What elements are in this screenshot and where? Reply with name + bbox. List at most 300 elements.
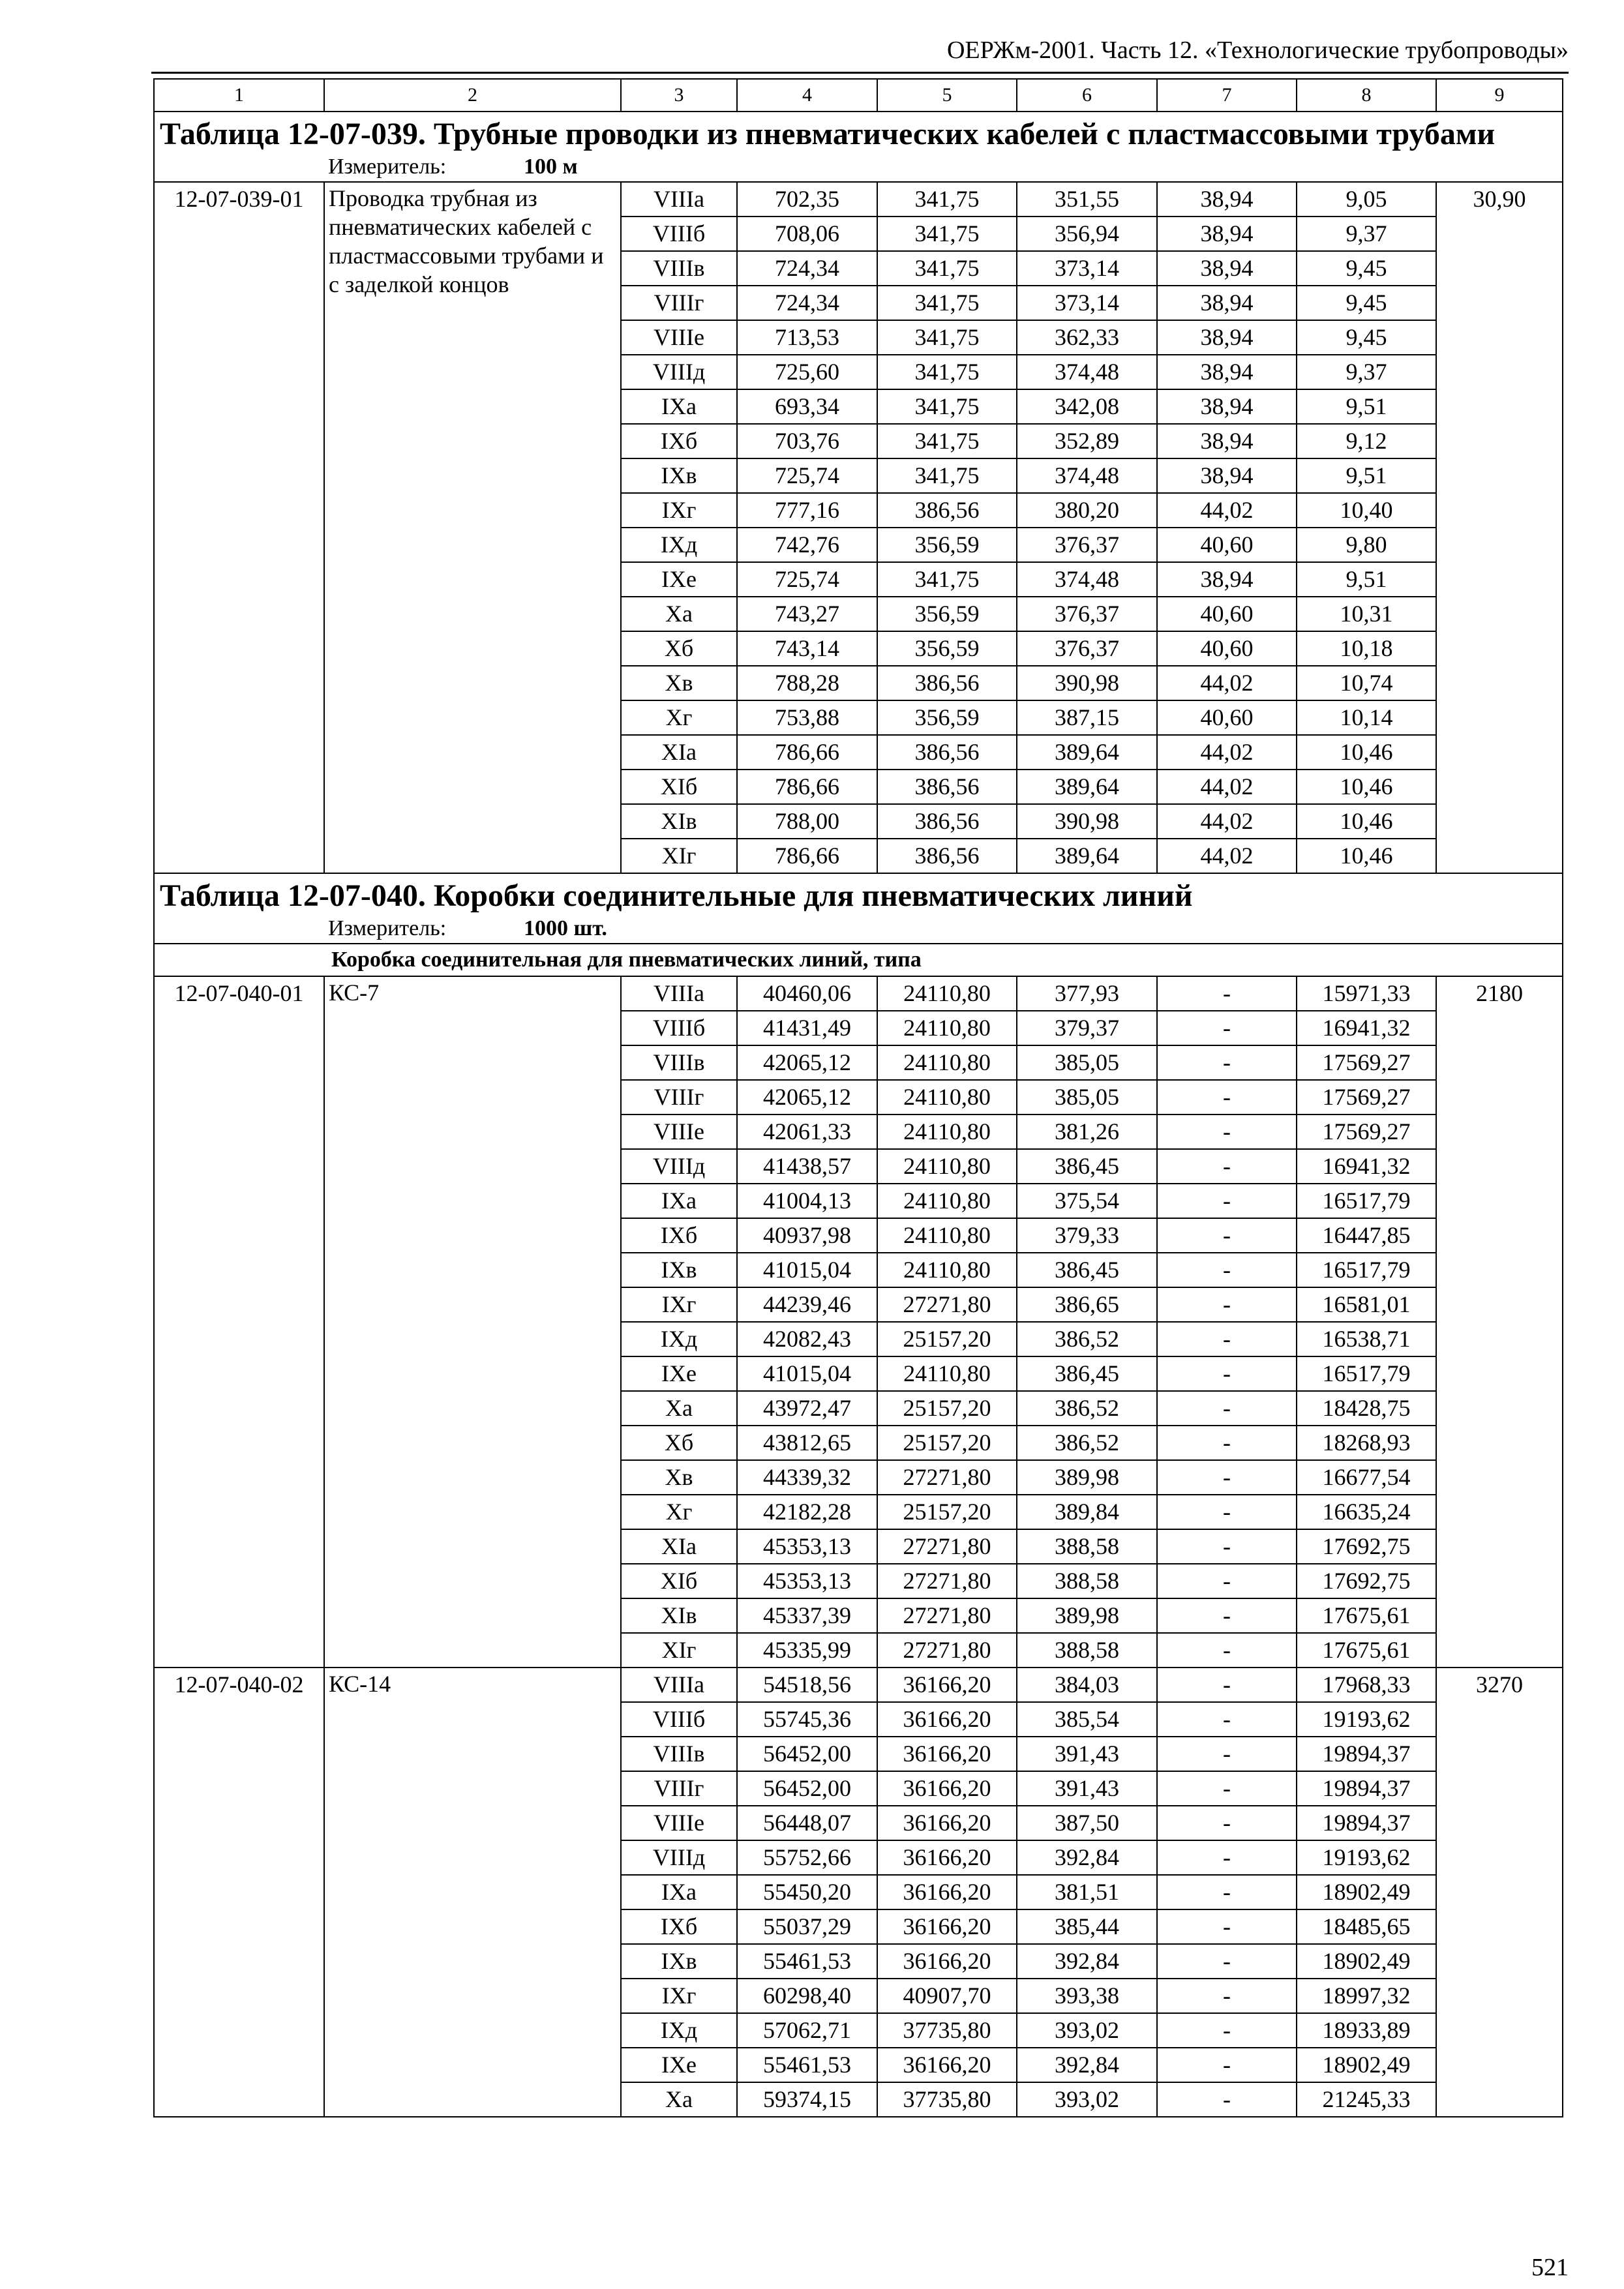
- unit-cell: [154, 153, 1563, 182]
- value-cell: 742,76: [737, 528, 877, 562]
- header-rule: [151, 72, 1569, 74]
- value-cell: 18933,89: [1297, 2013, 1436, 2048]
- value-cell: 16941,32: [1297, 1149, 1436, 1184]
- value-cell: 21245,33: [1297, 2082, 1436, 2117]
- zone-cell: VIIIе: [621, 1806, 737, 1840]
- value-cell: 725,60: [737, 355, 877, 389]
- value-cell: 389,64: [1017, 735, 1157, 770]
- zone-cell: VIIIа: [621, 182, 737, 217]
- value-cell: 392,84: [1017, 1944, 1157, 1979]
- zone-cell: VIIIа: [621, 976, 737, 1011]
- value-cell: 19894,37: [1297, 1771, 1436, 1806]
- value-cell: -: [1157, 976, 1297, 1011]
- value-cell: 377,93: [1017, 976, 1157, 1011]
- value-cell: 392,84: [1017, 2048, 1157, 2082]
- zone-cell: XIа: [621, 735, 737, 770]
- value-cell: 17675,61: [1297, 1598, 1436, 1633]
- value-cell: 44,02: [1157, 804, 1297, 839]
- value-cell: -: [1157, 1391, 1297, 1426]
- zone-cell: IXг: [621, 1287, 737, 1322]
- value-cell: 753,88: [737, 700, 877, 735]
- value-cell: 341,75: [877, 251, 1017, 286]
- value-cell: 393,02: [1017, 2082, 1157, 2117]
- value-cell: 725,74: [737, 562, 877, 597]
- value-cell: 10,14: [1297, 700, 1436, 735]
- value-cell: 40,60: [1157, 528, 1297, 562]
- value-cell: 41431,49: [737, 1011, 877, 1045]
- value-cell: 9,45: [1297, 320, 1436, 355]
- zone-cell: Xв: [621, 666, 737, 700]
- value-cell: 786,66: [737, 770, 877, 804]
- value-cell: 702,35: [737, 182, 877, 217]
- value-cell: 38,94: [1157, 562, 1297, 597]
- value-cell: 56452,00: [737, 1771, 877, 1806]
- value-cell: 16581,01: [1297, 1287, 1436, 1322]
- value-cell: 9,45: [1297, 251, 1436, 286]
- value-cell: 43972,47: [737, 1391, 877, 1426]
- value-cell: 386,56: [877, 770, 1017, 804]
- rates-table: [153, 78, 1563, 2117]
- value-cell: 341,75: [877, 424, 1017, 458]
- value-cell: 42182,28: [737, 1495, 877, 1529]
- zone-cell: IXв: [621, 1944, 737, 1979]
- zone-cell: XIв: [621, 804, 737, 839]
- value-cell: 42082,43: [737, 1322, 877, 1356]
- value-cell: -: [1157, 1080, 1297, 1115]
- value-cell: 356,59: [877, 597, 1017, 631]
- value-cell: 17692,75: [1297, 1529, 1436, 1564]
- value-cell: 41438,57: [737, 1149, 877, 1184]
- value-cell: 60298,40: [737, 1979, 877, 2013]
- value-cell: 9,51: [1297, 389, 1436, 424]
- value-cell: 54518,56: [737, 1668, 877, 1702]
- unit-cell: [154, 914, 1563, 944]
- value-cell: 40,60: [1157, 700, 1297, 735]
- value-cell: 44,02: [1157, 839, 1297, 873]
- value-cell: 375,54: [1017, 1184, 1157, 1218]
- value-cell: 386,56: [877, 804, 1017, 839]
- value-cell: 27271,80: [877, 1564, 1017, 1598]
- value-cell: 379,37: [1017, 1011, 1157, 1045]
- value-cell: 17692,75: [1297, 1564, 1436, 1598]
- unit-row: [154, 153, 1563, 182]
- value-cell: 724,34: [737, 286, 877, 320]
- zone-cell: VIIIб: [621, 1011, 737, 1045]
- value-cell: 18428,75: [1297, 1391, 1436, 1426]
- value-cell: 341,75: [877, 286, 1017, 320]
- value-cell: 19894,37: [1297, 1737, 1436, 1771]
- value-cell: 381,51: [1017, 1875, 1157, 1909]
- value-cell: 386,52: [1017, 1391, 1157, 1426]
- value-cell: -: [1157, 1426, 1297, 1460]
- value-cell: 38,94: [1157, 424, 1297, 458]
- value-cell: -: [1157, 1045, 1297, 1080]
- value-cell: 356,59: [877, 528, 1017, 562]
- value-cell: 393,38: [1017, 1979, 1157, 2013]
- zone-cell: IXд: [621, 528, 737, 562]
- value-cell: 374,48: [1017, 562, 1157, 597]
- zone-cell: XIб: [621, 770, 737, 804]
- value-cell: 725,74: [737, 458, 877, 493]
- value-cell: 386,52: [1017, 1322, 1157, 1356]
- value-cell: -: [1157, 1011, 1297, 1045]
- zone-cell: XIв: [621, 1598, 737, 1633]
- table-row: [154, 976, 1563, 1011]
- value-cell: 374,48: [1017, 355, 1157, 389]
- value-cell: 386,52: [1017, 1426, 1157, 1460]
- value-cell: 36166,20: [877, 1668, 1017, 1702]
- unit-label: Измеритель:: [328, 155, 447, 179]
- value-cell: 374,48: [1017, 458, 1157, 493]
- zone-cell: VIIIа: [621, 1668, 737, 1702]
- value-cell: 37735,80: [877, 2013, 1017, 2048]
- value-cell: 9,05: [1297, 182, 1436, 217]
- zone-cell: IXе: [621, 2048, 737, 2082]
- value-cell: -: [1157, 1633, 1297, 1668]
- value-cell: 40460,06: [737, 976, 877, 1011]
- value-cell: 17675,61: [1297, 1633, 1436, 1668]
- value-cell: 36166,20: [877, 1737, 1017, 1771]
- zone-cell: VIIIб: [621, 1702, 737, 1737]
- value-cell: 38,94: [1157, 286, 1297, 320]
- value-cell: 17569,27: [1297, 1115, 1436, 1149]
- table-row: [154, 182, 1563, 217]
- value-cell: 388,58: [1017, 1529, 1157, 1564]
- zone-cell: IXд: [621, 2013, 737, 2048]
- value-cell: 341,75: [877, 389, 1017, 424]
- value-cell: 24110,80: [877, 1115, 1017, 1149]
- table-title-row: [154, 873, 1563, 914]
- extra-value: 30,90: [1436, 182, 1563, 873]
- value-cell: 10,46: [1297, 735, 1436, 770]
- value-cell: -: [1157, 1184, 1297, 1218]
- value-cell: -: [1157, 1702, 1297, 1737]
- zone-cell: VIIIг: [621, 286, 737, 320]
- value-cell: 19193,62: [1297, 1840, 1436, 1875]
- value-cell: 38,94: [1157, 320, 1297, 355]
- value-cell: 356,59: [877, 631, 1017, 666]
- value-cell: -: [1157, 1737, 1297, 1771]
- value-cell: 9,45: [1297, 286, 1436, 320]
- value-cell: -: [1157, 1806, 1297, 1840]
- value-cell: 24110,80: [877, 1253, 1017, 1287]
- value-cell: 44,02: [1157, 493, 1297, 528]
- column-number: 8: [1297, 79, 1436, 112]
- group-label: Коробка соединительная для пневматических линий, типа: [331, 948, 922, 972]
- value-cell: 16941,32: [1297, 1011, 1436, 1045]
- zone-cell: Xб: [621, 1426, 737, 1460]
- zone-cell: VIIIд: [621, 1149, 737, 1184]
- value-cell: 38,94: [1157, 251, 1297, 286]
- value-cell: 10,31: [1297, 597, 1436, 631]
- rate-code: 12-07-040-02: [154, 1668, 324, 2117]
- value-cell: 41015,04: [737, 1253, 877, 1287]
- column-number: 9: [1436, 79, 1563, 112]
- value-cell: 389,98: [1017, 1598, 1157, 1633]
- value-cell: 388,58: [1017, 1633, 1157, 1668]
- value-cell: 27271,80: [877, 1598, 1017, 1633]
- value-cell: 385,44: [1017, 1909, 1157, 1944]
- value-cell: 42065,12: [737, 1080, 877, 1115]
- zone-cell: VIIIб: [621, 217, 737, 251]
- value-cell: 40,60: [1157, 597, 1297, 631]
- value-cell: 55745,36: [737, 1702, 877, 1737]
- value-cell: 18485,65: [1297, 1909, 1436, 1944]
- value-cell: 10,46: [1297, 839, 1436, 873]
- zone-cell: VIIIг: [621, 1771, 737, 1806]
- value-cell: 24110,80: [877, 1080, 1017, 1115]
- zone-cell: IXб: [621, 1909, 737, 1944]
- value-cell: 693,34: [737, 389, 877, 424]
- value-cell: 43812,65: [737, 1426, 877, 1460]
- value-cell: 24110,80: [877, 976, 1017, 1011]
- value-cell: 392,84: [1017, 1840, 1157, 1875]
- column-number: 5: [877, 79, 1017, 112]
- value-cell: 38,94: [1157, 355, 1297, 389]
- zone-cell: Xб: [621, 631, 737, 666]
- value-cell: 36166,20: [877, 1840, 1017, 1875]
- zone-cell: IXв: [621, 1253, 737, 1287]
- value-cell: 351,55: [1017, 182, 1157, 217]
- value-cell: -: [1157, 1564, 1297, 1598]
- value-cell: 385,05: [1017, 1045, 1157, 1080]
- value-cell: 786,66: [737, 839, 877, 873]
- value-cell: 788,00: [737, 804, 877, 839]
- value-cell: 380,20: [1017, 493, 1157, 528]
- value-cell: 342,08: [1017, 389, 1157, 424]
- value-cell: 25157,20: [877, 1391, 1017, 1426]
- zone-cell: XIб: [621, 1564, 737, 1598]
- value-cell: 25157,20: [877, 1322, 1017, 1356]
- zone-cell: IXа: [621, 1875, 737, 1909]
- value-cell: 724,34: [737, 251, 877, 286]
- value-cell: 36166,20: [877, 1702, 1017, 1737]
- value-cell: 18902,49: [1297, 2048, 1436, 2082]
- value-cell: 40,60: [1157, 631, 1297, 666]
- zone-cell: IXг: [621, 493, 737, 528]
- value-cell: 341,75: [877, 182, 1017, 217]
- value-cell: 10,74: [1297, 666, 1436, 700]
- value-cell: 385,54: [1017, 1702, 1157, 1737]
- value-cell: 9,51: [1297, 562, 1436, 597]
- value-cell: 24110,80: [877, 1149, 1017, 1184]
- value-cell: 45335,99: [737, 1633, 877, 1668]
- zone-cell: XIа: [621, 1529, 737, 1564]
- value-cell: 386,45: [1017, 1356, 1157, 1391]
- zone-cell: VIIIв: [621, 1737, 737, 1771]
- value-cell: 27271,80: [877, 1460, 1017, 1495]
- value-cell: 36166,20: [877, 1909, 1017, 1944]
- value-cell: 45353,13: [737, 1529, 877, 1564]
- table-title: Таблица 12-07-039. Трубные проводки из пневматических кабелей с пластмассовыми трубами: [154, 112, 1563, 153]
- zone-cell: VIIIд: [621, 1840, 737, 1875]
- value-cell: 389,84: [1017, 1495, 1157, 1529]
- group-cell: [154, 944, 1563, 976]
- value-cell: 386,56: [877, 735, 1017, 770]
- value-cell: 341,75: [877, 562, 1017, 597]
- zone-cell: IXд: [621, 1322, 737, 1356]
- value-cell: -: [1157, 1771, 1297, 1806]
- value-cell: 387,50: [1017, 1806, 1157, 1840]
- zone-cell: IXа: [621, 389, 737, 424]
- zone-cell: IXа: [621, 1184, 737, 1218]
- value-cell: -: [1157, 2048, 1297, 2082]
- zone-cell: VIIIе: [621, 1115, 737, 1149]
- rate-code: 12-07-040-01: [154, 976, 324, 1668]
- value-cell: 387,15: [1017, 700, 1157, 735]
- value-cell: 56452,00: [737, 1737, 877, 1771]
- value-cell: 19894,37: [1297, 1806, 1436, 1840]
- value-cell: 743,14: [737, 631, 877, 666]
- value-cell: -: [1157, 1979, 1297, 2013]
- zone-cell: Xа: [621, 597, 737, 631]
- value-cell: 390,98: [1017, 666, 1157, 700]
- value-cell: 390,98: [1017, 804, 1157, 839]
- value-cell: 56448,07: [737, 1806, 877, 1840]
- zone-cell: VIIIе: [621, 320, 737, 355]
- value-cell: 381,26: [1017, 1115, 1157, 1149]
- value-cell: -: [1157, 1840, 1297, 1875]
- value-cell: 391,43: [1017, 1737, 1157, 1771]
- rate-name: Проводка трубная из пневматических кабелей с пластмассовыми трубами и с заделкой концов: [324, 182, 621, 873]
- value-cell: 44,02: [1157, 666, 1297, 700]
- value-cell: 386,45: [1017, 1149, 1157, 1184]
- column-number: 6: [1017, 79, 1157, 112]
- page-number: 521: [1531, 2254, 1569, 2281]
- value-cell: 27271,80: [877, 1633, 1017, 1668]
- value-cell: 36166,20: [877, 1875, 1017, 1909]
- value-cell: 45337,39: [737, 1598, 877, 1633]
- value-cell: 44239,46: [737, 1287, 877, 1322]
- value-cell: 37735,80: [877, 2082, 1017, 2117]
- value-cell: -: [1157, 1115, 1297, 1149]
- zone-cell: Xв: [621, 1460, 737, 1495]
- column-number: 1: [154, 79, 324, 112]
- rate-code: 12-07-039-01: [154, 182, 324, 873]
- value-cell: 389,64: [1017, 770, 1157, 804]
- value-cell: 389,64: [1017, 839, 1157, 873]
- value-cell: 389,98: [1017, 1460, 1157, 1495]
- value-cell: 341,75: [877, 458, 1017, 493]
- zone-cell: VIIIд: [621, 355, 737, 389]
- value-cell: 36166,20: [877, 1806, 1017, 1840]
- value-cell: 385,05: [1017, 1080, 1157, 1115]
- column-number-row: [154, 79, 1563, 112]
- value-cell: 38,94: [1157, 182, 1297, 217]
- zone-cell: IXе: [621, 562, 737, 597]
- value-cell: 9,12: [1297, 424, 1436, 458]
- value-cell: 386,56: [877, 666, 1017, 700]
- zone-cell: IXг: [621, 1979, 737, 2013]
- zone-cell: Xг: [621, 1495, 737, 1529]
- value-cell: 38,94: [1157, 389, 1297, 424]
- value-cell: 16538,71: [1297, 1322, 1436, 1356]
- value-cell: 55037,29: [737, 1909, 877, 1944]
- zone-cell: Xа: [621, 2082, 737, 2117]
- value-cell: 393,02: [1017, 2013, 1157, 2048]
- value-cell: 384,03: [1017, 1668, 1157, 1702]
- value-cell: 27271,80: [877, 1287, 1017, 1322]
- value-cell: 9,37: [1297, 355, 1436, 389]
- value-cell: 40907,70: [877, 1979, 1017, 2013]
- value-cell: 42061,33: [737, 1115, 877, 1149]
- zone-cell: Xа: [621, 1391, 737, 1426]
- group-row: [154, 944, 1563, 976]
- value-cell: 703,76: [737, 424, 877, 458]
- value-cell: 386,45: [1017, 1253, 1157, 1287]
- value-cell: -: [1157, 1149, 1297, 1184]
- value-cell: 18902,49: [1297, 1944, 1436, 1979]
- value-cell: 24110,80: [877, 1356, 1017, 1391]
- value-cell: 17569,27: [1297, 1045, 1436, 1080]
- value-cell: 16677,54: [1297, 1460, 1436, 1495]
- value-cell: 10,46: [1297, 804, 1436, 839]
- value-cell: -: [1157, 1287, 1297, 1322]
- value-cell: 16447,85: [1297, 1218, 1436, 1253]
- value-cell: 27271,80: [877, 1529, 1017, 1564]
- value-cell: -: [1157, 1218, 1297, 1253]
- value-cell: 16517,79: [1297, 1184, 1436, 1218]
- value-cell: 376,37: [1017, 597, 1157, 631]
- value-cell: 362,33: [1017, 320, 1157, 355]
- table-row: [154, 1668, 1563, 1702]
- value-cell: 743,27: [737, 597, 877, 631]
- value-cell: 24110,80: [877, 1184, 1017, 1218]
- value-cell: 356,94: [1017, 217, 1157, 251]
- value-cell: 55461,53: [737, 1944, 877, 1979]
- value-cell: 40937,98: [737, 1218, 877, 1253]
- value-cell: 386,65: [1017, 1287, 1157, 1322]
- value-cell: 341,75: [877, 355, 1017, 389]
- zone-cell: IXб: [621, 1218, 737, 1253]
- value-cell: 373,14: [1017, 286, 1157, 320]
- value-cell: -: [1157, 1529, 1297, 1564]
- column-number: 4: [737, 79, 877, 112]
- value-cell: -: [1157, 1322, 1297, 1356]
- column-number: 7: [1157, 79, 1297, 112]
- value-cell: 44,02: [1157, 735, 1297, 770]
- value-cell: 341,75: [877, 320, 1017, 355]
- value-cell: 708,06: [737, 217, 877, 251]
- value-cell: -: [1157, 1875, 1297, 1909]
- extra-value: 2180: [1436, 976, 1563, 1668]
- value-cell: 352,89: [1017, 424, 1157, 458]
- value-cell: 16517,79: [1297, 1253, 1436, 1287]
- value-cell: 16635,24: [1297, 1495, 1436, 1529]
- value-cell: 379,33: [1017, 1218, 1157, 1253]
- value-cell: 391,43: [1017, 1771, 1157, 1806]
- value-cell: 17968,33: [1297, 1668, 1436, 1702]
- value-cell: 36166,20: [877, 1944, 1017, 1979]
- zone-cell: XIг: [621, 1633, 737, 1668]
- unit-value: 100 м: [524, 155, 578, 179]
- value-cell: 45353,13: [737, 1564, 877, 1598]
- value-cell: 777,16: [737, 493, 877, 528]
- value-cell: 41004,13: [737, 1184, 877, 1218]
- zone-cell: VIIIг: [621, 1080, 737, 1115]
- value-cell: 18997,32: [1297, 1979, 1436, 2013]
- value-cell: 15971,33: [1297, 976, 1436, 1011]
- value-cell: 25157,20: [877, 1495, 1017, 1529]
- value-cell: 376,37: [1017, 528, 1157, 562]
- table-title: Таблица 12-07-040. Коробки соединительные для пневматических линий: [154, 873, 1563, 914]
- value-cell: 55461,53: [737, 2048, 877, 2082]
- value-cell: 38,94: [1157, 217, 1297, 251]
- value-cell: 17569,27: [1297, 1080, 1436, 1115]
- column-number: 3: [621, 79, 737, 112]
- unit-label: Измеритель:: [328, 916, 447, 940]
- page-header: ОЕРЖм-2001. Часть 12. «Технологические трубопроводы»: [946, 37, 1569, 64]
